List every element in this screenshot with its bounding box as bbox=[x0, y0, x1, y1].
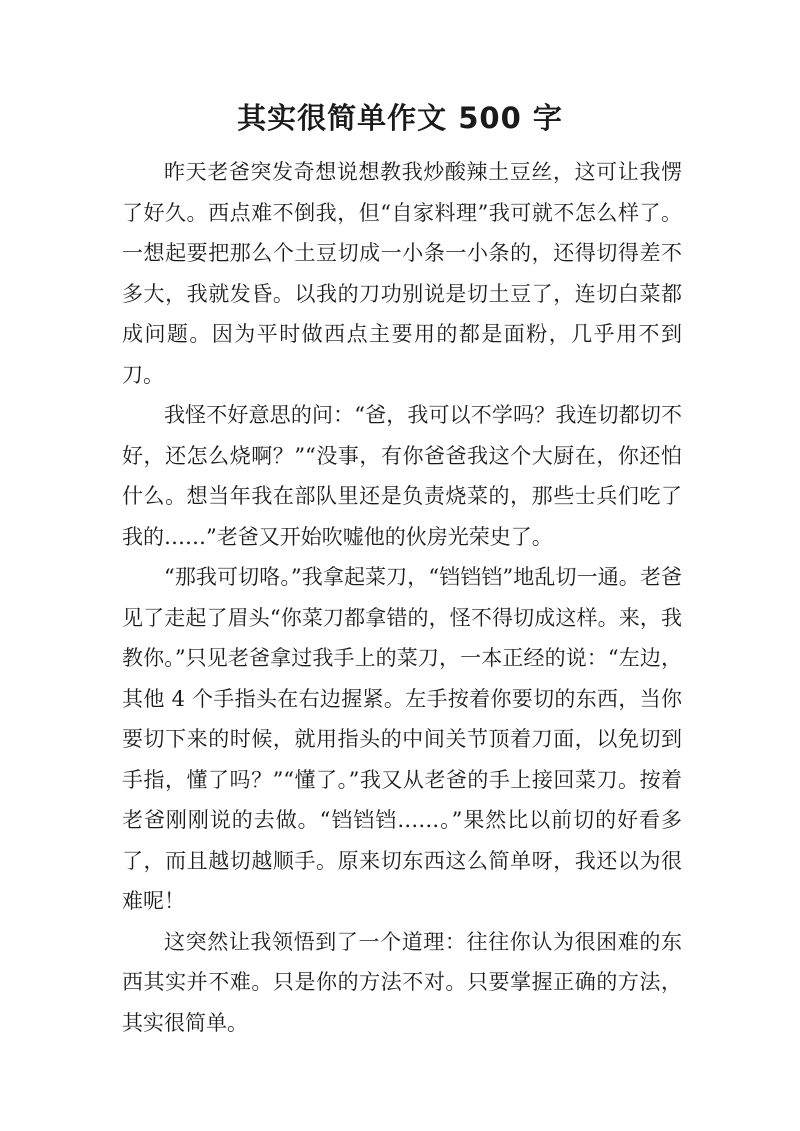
paragraph-4: 这突然让我领悟到了一个道理：往往你认为很困难的东西其实并不难。只是你的方法不对。只要掌握正确的方法，其实很简单。 bbox=[122, 929, 682, 1035]
document-title: 其实很简单作文 500 字 bbox=[237, 101, 563, 135]
paragraph-2: 我怪不好意思的问：“爸，我可以不学吗？我连切都切不好，还怎么烧啊？”“没事，有你爸爸我这个大厨在，你还怕什么。想当年我在部队里还是负责烧菜的，那些士兵们吃了我的……”老爸又开始吹嘘他的伙房光荣史了。 bbox=[122, 403, 682, 549]
document-body bbox=[122, 152, 682, 1043]
paragraph-3: “那我可切咯。”我拿起菜刀，“铛铛铛”地乱切一通。老爸见了走起了眉头“你菜刀都拿错的，怪不得切成这样。来，我教你。”只见老爸拿过我手上的菜刀，一本正经的说：“左边，其他 4 个手指头在右边握紧。左手按着你要切的东西，当你要切下来的时候，就用指头的中间关节顶着刀面，以免切到手指，懂了吗？”“懂了。”我又从老爸的手上接回菜刀。按着老爸刚刚说的去做。“铛铛铛……。”果然比以前切的好看多了，而且越切越顺手。原来切东西这么简单呀，我还以为很难呢！ bbox=[122, 565, 682, 913]
paragraph-1: 昨天老爸突发奇想说想教我炒酸辣土豆丝，这可让我愣了好久。西点难不倒我，但“自家料理”我可就不怎么样了。一想起要把那么个土豆切成一小条一小条的，还得切得差不多大，我就发昏。以我的刀功别说是切土豆了，连切白菜都成问题。因为平时做西点主要用的都是面粉，几乎用不到刀。 bbox=[122, 160, 682, 387]
